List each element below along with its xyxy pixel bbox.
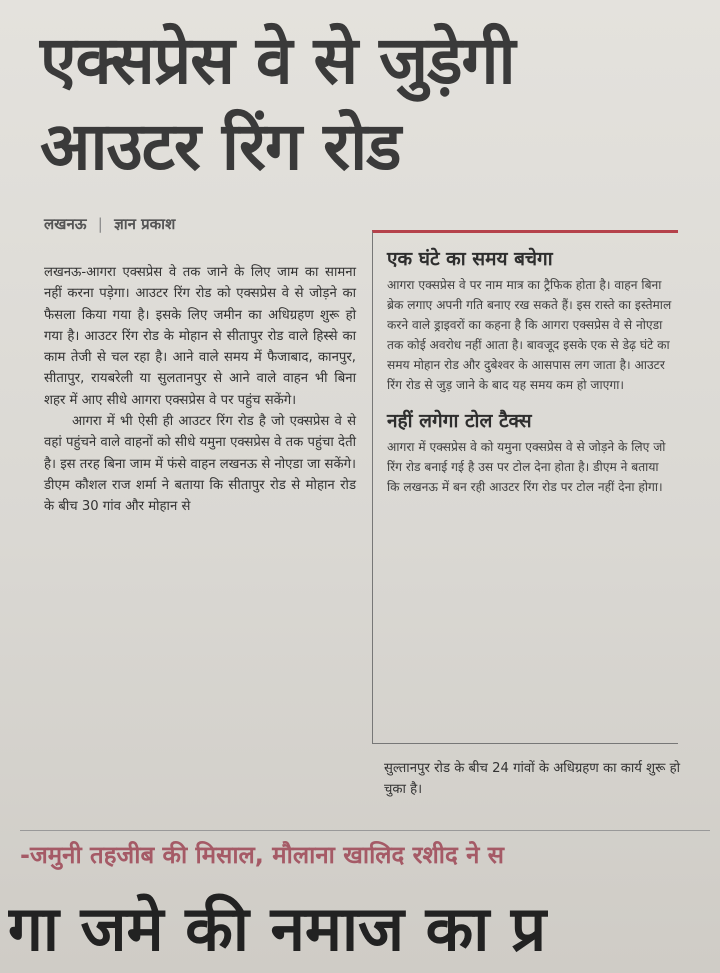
dateline-place: लखनऊ xyxy=(44,215,87,233)
body-paragraph-2: आगरा में भी ऐसी ही आउटर रिंग रोड है जो एक्सप्रेस वे से वहां पहुंचने वाले वाहनों को सीधे यमुना एक्सप्रेस वे तक पहुंचा देती है। इस तरह बिना जाम में फंसे वाहन लखनऊ से नोएडा जा सकेंगे। डीएम कौशल राज शर्मा ने बताया कि सीतापुर रोड से मोहान रोड के बीच 30 गांव और मोहान से xyxy=(44,414,356,515)
sidebar-box xyxy=(372,230,678,744)
headline-line-1: एक्सप्रेस वे से जुड़ेगी xyxy=(40,22,515,99)
byline-separator: | xyxy=(97,215,103,233)
headline xyxy=(40,18,700,190)
headline-line-2: आउटर रिंग रोड xyxy=(40,108,401,185)
byline-author: ज्ञान प्रकाश xyxy=(114,215,176,233)
body-paragraph-1: लखनऊ-आगरा एक्सप्रेस वे तक जाने के लिए जाम का सामना नहीं करना पड़ेगा। आउटर रिंग रोड को एक्सप्रेस वे से जोड़ने का फैसला किया गया है। इसके लिए जमीन का अधिग्रहण शुरू हो गया है। आउटर रिंग रोड के मोहान से सीतापुर रोड वाले हिस्से का काम तेजी से चल रहा है। आने वाले समय में फैजाबाद, कानपुर, सीतापुर, रायबरेली या सुलतानपुर से आने वाले वाहन भी बिना शहर में आए सीधे आगरा एक्सप्रेस वे पर पहुंच सकेंगे। xyxy=(44,265,356,408)
next-article-headline: -जमुनी तहजीब की मिसाल, मौलाना खालिद रशीद ने स xyxy=(20,841,505,869)
body-paragraph-3: सुल्तानपुर रोड के बीच 24 गांवों के अधिग्रहण का कार्य शुरू हो चुका है। xyxy=(384,761,680,798)
sidebar-text-no-toll: आगरा में एक्सप्रेस वे को यमुना एक्सप्रेस वे से जोड़ने के लिए जो रिंग रोड बनाई गई है उस पर टोल देना होता है। डीएम ने बताया कि लखनऊ में बन रही आउटर रिंग रोड पर टोल नहीं देना होगा। xyxy=(387,440,666,494)
article-divider xyxy=(20,830,710,831)
sidebar-text-time-saved: आगरा एक्सप्रेस वे पर नाम मात्र का ट्रैफिक होता है। वाहन बिना ब्रेक लगाए अपनी गति बनाए रख सकते हैं। इस रास्ते का इस्तेमाल करने वाले ड्राइवरों का कहना है कि आगरा एक्सप्रेस वे से नोएडा तक कोई अवरोध नहीं आता है। बावजूद इसके एक से डेढ़ घंटे का समय मोहान रोड और दुबेश्वर के आसपास लग जाता है। आउटर रिंग रोड से जुड़ जाने के बाद यह समय कम हो जाएगा। xyxy=(387,278,672,392)
sidebar-heading-no-toll: नहीं लगेगा टोल टैक्स xyxy=(387,410,532,432)
sidebar-heading-time-saved: एक घंटे का समय बचेगा xyxy=(387,248,553,270)
byline xyxy=(44,214,175,234)
next-article-headline-2: गा जमे की नमाज का प्र xyxy=(8,892,547,965)
article-body-left-column xyxy=(44,262,356,518)
